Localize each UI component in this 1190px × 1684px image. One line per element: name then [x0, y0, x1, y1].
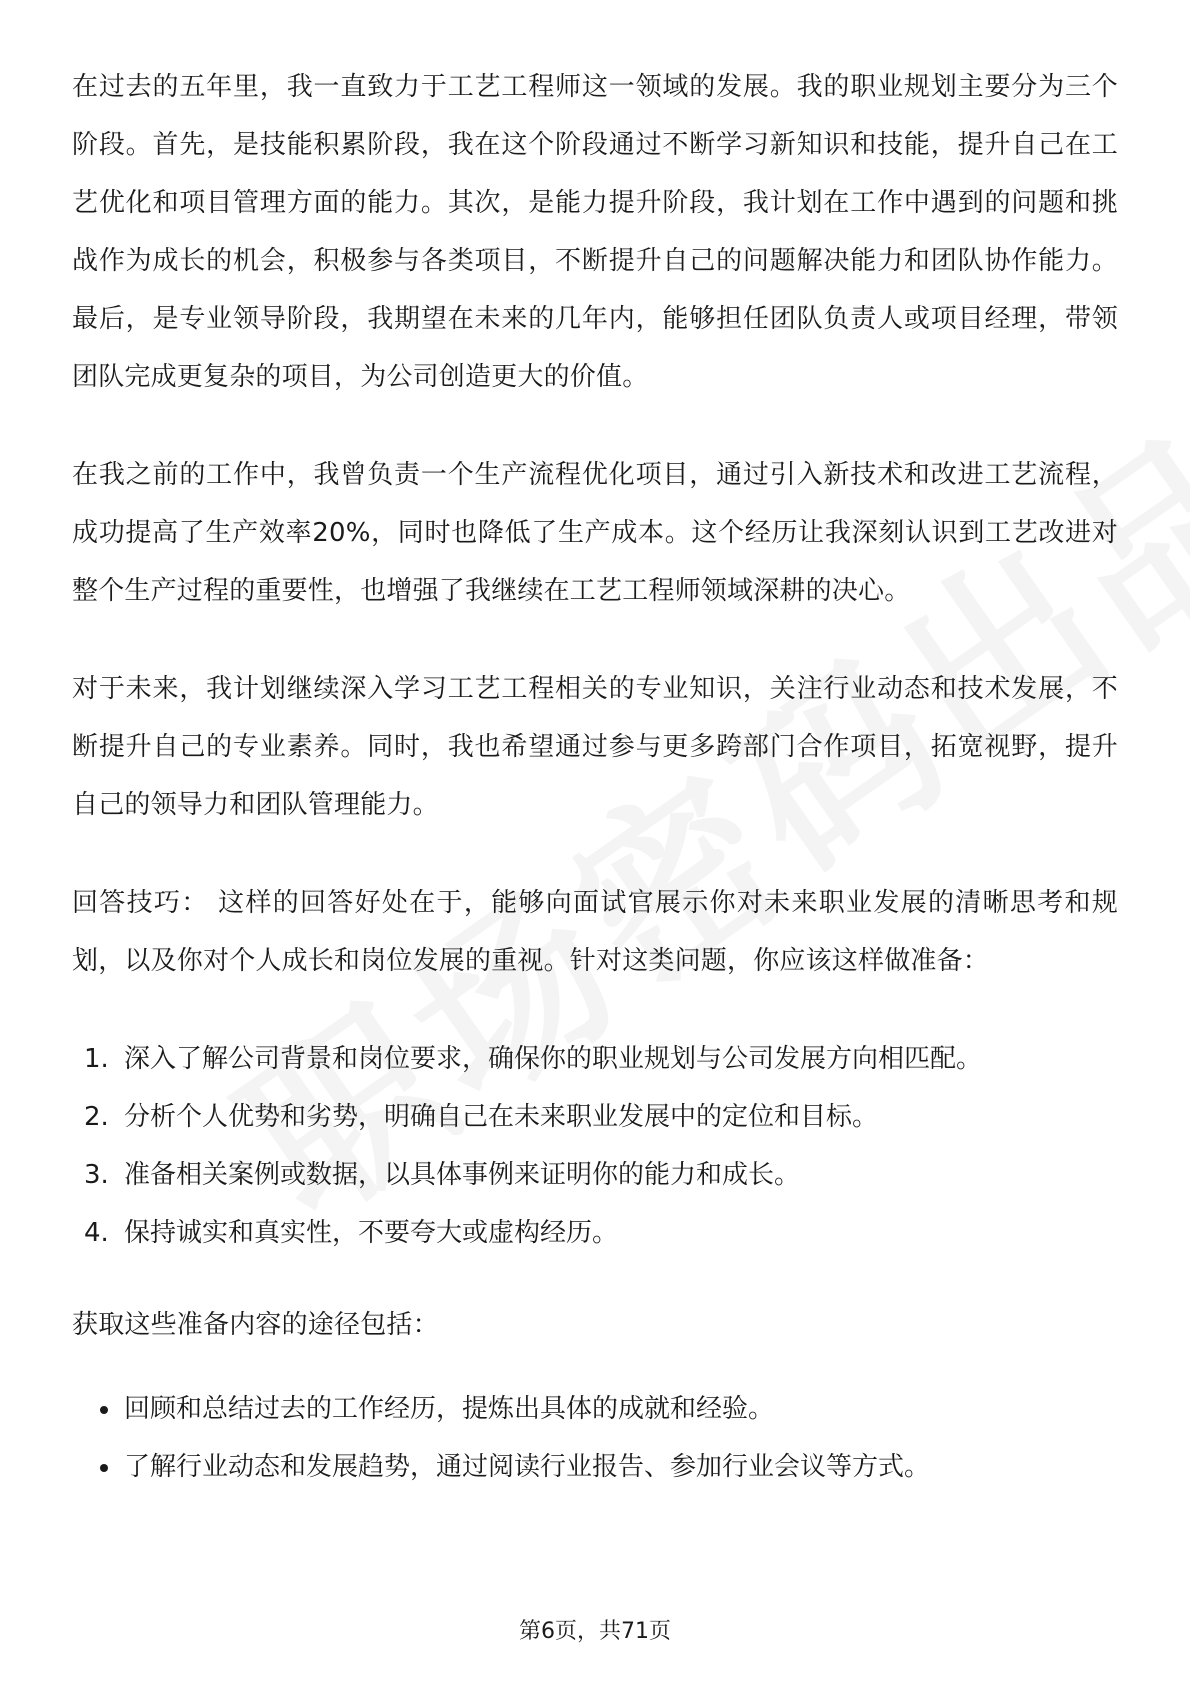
list-item-text: 保持诚实和真实性，不要夸大或虚构经历。 [124, 1218, 619, 1248]
list-item [72, 1088, 1118, 1146]
list-item [72, 1204, 1118, 1262]
preparation-steps-list [72, 1030, 1118, 1262]
list-item [72, 1380, 1118, 1438]
paragraph-answer-tips: 回答技巧： 这样的回答好处在于，能够向面试官展示你对未来职业发展的清晰思考和规划，以及你对个人成长和岗位发展的重视。针对这类问题，你应该这样做准备： [72, 888, 1118, 976]
list-item-number: 2. [84, 1102, 109, 1132]
list-item-text: 了解行业动态和发展趋势，通过阅读行业报告、参加行业会议等方式。 [124, 1452, 931, 1482]
list-item [72, 1146, 1118, 1204]
list-item [72, 1030, 1118, 1088]
page-number-footer: 第6页，共71页 [519, 1619, 671, 1644]
list-item-text: 准备相关案例或数据，以具体事例来证明你的能力和成长。 [124, 1160, 801, 1190]
bullet-dot-icon [100, 1464, 108, 1472]
list-item-number: 3. [84, 1160, 109, 1190]
list-item-text: 分析个人优势和劣势，明确自己在未来职业发展中的定位和目标。 [124, 1102, 879, 1132]
list-item [72, 1438, 1118, 1496]
list-item-text: 回顾和总结过去的工作经历，提炼出具体的成就和经验。 [124, 1394, 775, 1424]
document-body [72, 58, 1118, 1530]
paragraph-future-plan: 对于未来，我计划继续深入学习工艺工程相关的专业知识，关注行业动态和技术发展，不断提升自己的专业素养。同时，我也希望通过参与更多跨部门合作项目，拓宽视野，提升自己的领导力和团队管理能力。 [72, 674, 1118, 820]
paragraph-sources-intro: 获取这些准备内容的途径包括： [72, 1310, 439, 1340]
bullet-dot-icon [100, 1406, 108, 1414]
list-item-number: 4. [84, 1218, 109, 1248]
paragraph-career-plan: 在过去的五年里，我一直致力于工艺工程师这一领域的发展。我的职业规划主要分为三个阶段。首先，是技能积累阶段，我在这个阶段通过不断学习新知识和技能，提升自己在工艺优化和项目管理方面的能力。其次，是能力提升阶段，我计划在工作中遇到的问题和挑战作为成长的机会，积极参与各类项目，不断提升自己的问题解决能力和团队协作能力。最后，是专业领导阶段，我期望在未来的几年内，能够担任团队负责人或项目经理，带领团队完成更复杂的项目，为公司创造更大的价值。 [72, 72, 1118, 392]
sources-list [72, 1380, 1118, 1496]
paragraph-past-experience: 在我之前的工作中，我曾负责一个生产流程优化项目，通过引入新技术和改进工艺流程，成功提高了生产效率20%，同时也降低了生产成本。这个经历让我深刻认识到工艺改进对整个生产过程的重要性，也增强了我继续在工艺工程师领域深耕的决心。 [72, 460, 1118, 606]
list-item-text: 深入了解公司背景和岗位要求，确保你的职业规划与公司发展方向相匹配。 [124, 1044, 983, 1074]
list-item-number: 1. [84, 1044, 109, 1074]
